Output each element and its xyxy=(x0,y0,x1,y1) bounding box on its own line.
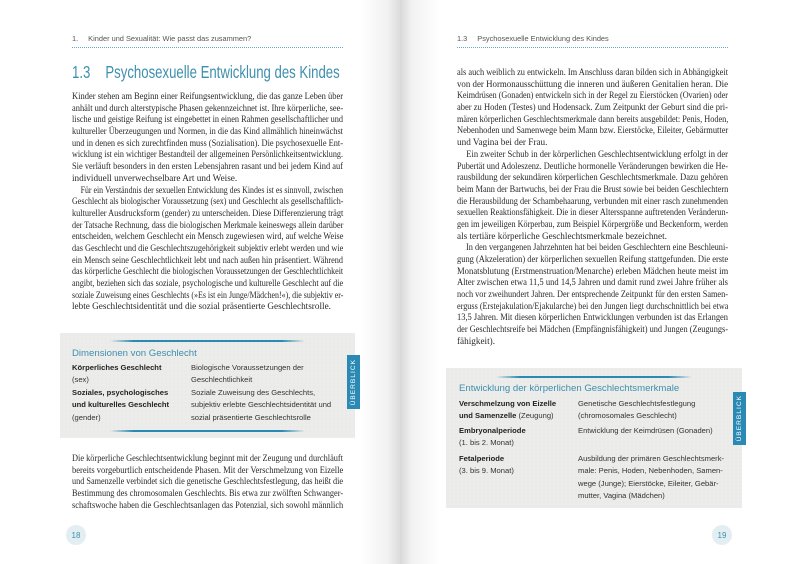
text-line: anhält und durch alterstypische Phasen gekennzeichnet ist. Ihre körperliche, see- xyxy=(72,102,344,113)
term-label: Körperliches Geschlecht xyxy=(72,363,162,372)
text-line: Nebenhoden und Samenwege beim Mann bzw. Eierstöcke, Eileiter, Gebärmutter xyxy=(457,125,729,136)
term-label: Soziales, psychologisches xyxy=(72,388,169,397)
desc-line: mutter, Vagina (Mädchen) xyxy=(578,490,665,500)
text-line: wicklung ist ein wichtiger Bestandteil der allgemeinen Persönlichkeitsentwicklung. xyxy=(72,149,343,160)
text-line: der Tatsache Rechnung, dass die biologischen Merkmale keineswegs allein darüber xyxy=(72,219,344,230)
text-line: Ein zweiter Schub in der körperlichen Geschlechtsentwicklung erfolgt in der xyxy=(466,148,728,159)
term-label: und Samenzelle xyxy=(459,411,517,421)
box-term xyxy=(72,362,161,387)
text-line: 13,5 Jahren. Mit diesen körperlichen Entwicklungen verbunden ist das Erlangen xyxy=(457,312,728,323)
box-term xyxy=(72,387,169,424)
term-label: Embryonalperiode xyxy=(459,426,526,435)
term-note: (3. bis 9. Monat) xyxy=(459,466,514,476)
text-line: Pubertät und Adoleszenz. Deutliche hormonelle Veränderungen bewirken die He- xyxy=(457,160,728,171)
text-line: Geschlecht als biologischer Voraussetzung (sex) und Geschlecht als gesellschaftlich- xyxy=(72,196,344,207)
box-title: Dimensionen von Geschlecht xyxy=(72,348,197,359)
desc-line: male: Penis, Hoden, Nebenhoden, Samen- xyxy=(578,466,723,476)
text-line: ein Mensch seine Geschlechtlichkeit lebt und nach außen hin präsentiert. Während xyxy=(72,254,343,265)
text-line: das körperliche Geschlecht die biologischen Voraussetzungen der Geschlechtlichkeit xyxy=(72,266,344,277)
section-number: 1.3 xyxy=(72,62,91,82)
text-line: erguss (Erstejakulation/Ejakularche) bei den Jungen liegt durchschnittlich bei etwa xyxy=(457,300,729,311)
body-text xyxy=(72,453,343,511)
term-note: (gender) xyxy=(72,412,101,422)
text-line: Keimdrüsen (Gonaden) entwickeln sich in der Regel zu Eierstöcken (Ovarien) oder xyxy=(457,90,728,101)
term-note: (Zeugung) xyxy=(518,411,554,421)
text-line: schaftswoche haben die Geschlechtsanlagen das Potenzial, sich sowohl männlich xyxy=(72,499,344,510)
text-line: und in denen es sich zurechtfinden muss (Sozialisation). Die psychosexuelle Ent- xyxy=(72,137,343,148)
body-text xyxy=(457,67,728,348)
term-note: (1. bis 2. Monat) xyxy=(459,438,514,448)
running-head-title: Psychosexuelle Entwicklung des Kindes xyxy=(477,34,609,43)
text-line: und Samenzelle verbindet sich die genetische Geschlechtsfestlegung, das heißt die xyxy=(72,476,344,487)
text-line: Sie verläuft besonders in den ersten Lebensjahren rasant und bei jedem Kind auf xyxy=(72,161,343,172)
page-number: 18 xyxy=(66,525,86,545)
desc-line: Biologische Voraussetzungen der xyxy=(191,363,304,372)
text-line: rausbildung der sekundären körperlichen Geschlechtsmerkmale. Dazu gehören xyxy=(457,172,728,183)
text-line: der Geschlechtsreife bei Mädchen (Empfängnisfähigkeit) und Jungen (Zeugungs- xyxy=(457,324,728,335)
text-line: lebte Geschlechtsidentität und die sozial präsentierte Geschlechtsrolle. xyxy=(72,301,331,312)
box-bottom-rule xyxy=(110,430,305,432)
desc-line: Genetische Geschlechtsfestlegung xyxy=(578,399,696,408)
text-line: mären körperlichen Geschlechtsmerkmale dann bereits ausgebildet: Penis, Hoden, xyxy=(457,113,729,124)
section-heading xyxy=(72,62,340,83)
box-description xyxy=(578,398,695,423)
term-label: und kulturelles Geschlecht xyxy=(72,400,170,410)
page-number: 19 xyxy=(712,525,732,545)
overview-tab xyxy=(347,355,360,409)
desc-line: subjektiv erlebte Geschlechtsidentität und xyxy=(191,400,332,410)
box-term xyxy=(459,398,556,423)
box-term xyxy=(459,425,526,450)
text-line: entscheiden, welchem Geschlecht ein Mensch zugewiesen wird, auf welche Weise xyxy=(72,231,344,242)
desc-line: Entwicklung der Keimdrüsen (Gonaden) xyxy=(578,426,713,435)
text-line: noch vor zweihundert Jahren. Der entsprechende Zeitpunkt für den ersten Samen- xyxy=(457,289,728,300)
term-note: (sex) xyxy=(72,375,89,385)
desc-line: (chromosomales Geschlecht) xyxy=(578,411,677,421)
overview-tab-label: ÜBERBLICK xyxy=(736,395,743,442)
body-text xyxy=(72,91,343,313)
desc-line: Soziale Zuweisung des Geschlechts, xyxy=(191,388,316,397)
box-description xyxy=(191,362,304,387)
term-label: Verschmelzung von Eizelle xyxy=(459,399,557,408)
running-head-number: 1. xyxy=(72,34,79,43)
text-line: fähigkeit). xyxy=(457,335,496,346)
text-line: von der Hormonausschüttung die inneren und äußeren Genitalien heran. Die xyxy=(457,78,728,89)
box-description xyxy=(578,453,724,502)
overview-box xyxy=(446,368,742,508)
text-line: bereits vorgeburtlich entscheidende Phasen. Mit der Verschmelzung von Eizelle xyxy=(72,464,344,475)
box-title: Entwicklung der körperlichen Geschlechtsmerkmale xyxy=(459,383,680,394)
term-label: Fetalperiode xyxy=(459,454,505,463)
text-line: aber zu Hoden (Testes) und Hodensack. Zum Zeitpunkt der Geburt sind die pri- xyxy=(457,102,728,113)
text-line: gung (Akzeleration) der körperlichen sexuellen Reifung stattgefunden. Die erste xyxy=(457,254,729,264)
text-line: als tertiäre körperliche Geschlechtsmerkmale bezeichnet. xyxy=(457,230,667,241)
text-line: Monatsblutung (Erstmenstruation/Menarche) erleben Mädchen heute meist im xyxy=(457,265,729,276)
running-head xyxy=(72,34,343,48)
text-line: kultureller Überzeugungen und Normen, in die das Kind allmählich hineinwächst xyxy=(72,126,343,137)
box-term xyxy=(459,453,514,478)
text-line: das Geschlecht und die Geschlechtszugehörigkeit subjektiv erlebt werden und wie xyxy=(72,242,344,253)
overview-box xyxy=(60,333,355,438)
text-line: beim Mann der Bartwuchs, bei der Frau die Brust sowie bei beiden Geschlechtern xyxy=(457,183,729,194)
text-line: und Vagina bei der Frau. xyxy=(457,137,548,148)
running-head-title: Kinder und Sexualität: Wie passt das zusammen? xyxy=(88,34,252,43)
text-line: lische und geistige Reifung ist eingebettet in einen Rahmen gesellschaftlicher und xyxy=(72,114,344,125)
text-line: sexuellen Reaktionsfähigkeit. Die in dieser Altersspanne auftretenden Veränderun- xyxy=(457,207,729,218)
overview-tab xyxy=(733,392,746,445)
text-line: In den vergangenen Jahrzehnten hat bei beiden Geschlechtern eine Beschleuni- xyxy=(466,242,728,253)
running-head xyxy=(457,34,728,48)
box-description xyxy=(191,387,331,424)
text-line: individuell unverwechselbare Art und Weise. xyxy=(72,172,238,183)
text-line: gen im jeweiligen Körperbau, zum Beispiel Körpergröße und Beckenform, werden xyxy=(457,218,728,229)
desc-line: sozial präsentierte Geschlechtsrolle xyxy=(191,412,311,422)
box-top-rule xyxy=(110,340,305,342)
desc-line: wege (Junge); Eierstöcke, Eileiter, Gebär- xyxy=(578,478,719,488)
text-line: die Herausbildung der Schambehaarung, verbunden mit einer rasch zunehmenden xyxy=(457,195,728,206)
box-top-rule xyxy=(496,376,692,378)
text-line: als auch weiblich zu entwickeln. Im Anschluss daran bilden sich in Abhängigkeit xyxy=(457,67,729,77)
right-page xyxy=(400,0,800,564)
text-line: kultureller Ausdrucksform (gender) zu unterscheiden. Diese Differenzierung trägt xyxy=(72,207,344,218)
overview-tab-label: ÜBERBLICK xyxy=(350,358,357,406)
text-line: Die körperliche Geschlechtsentwicklung beginnt mit der Zeugung und durchläuft xyxy=(72,453,344,463)
running-head-number: 1.3 xyxy=(457,34,468,43)
text-line: Kinder stehen am Beginn einer Reifungsentwicklung, die das ganze Leben über xyxy=(72,91,344,101)
desc-line: Ausbildung der primären Geschlechtsmerk- xyxy=(578,454,725,463)
text-line: Alter zwischen etwa 11,5 und 14,5 Jahren und damit rund zwei Jahre früher als xyxy=(457,277,728,288)
box-description xyxy=(578,425,713,437)
section-title: Psychosexuelle Entwicklung des Kindes xyxy=(105,62,340,82)
text-line: Bestimmung des chromosomalen Geschlechts. Bis etwa zur zwölften Schwanger- xyxy=(72,488,344,499)
desc-line: Geschlechtlichkeit xyxy=(191,375,253,385)
text-line: Für ein Verständnis der sexuellen Entwicklung des Kindes ist es sinnvoll, zwischen xyxy=(80,184,344,195)
text-line: angibt, beziehen sich das soziale, psychologische und kulturelle Geschlecht auf die xyxy=(72,278,344,288)
text-line: soziale Zuweisung eines Geschlechts (»Es ist ein Junge/Mädchen!«), die subjektiv er- xyxy=(72,289,344,300)
